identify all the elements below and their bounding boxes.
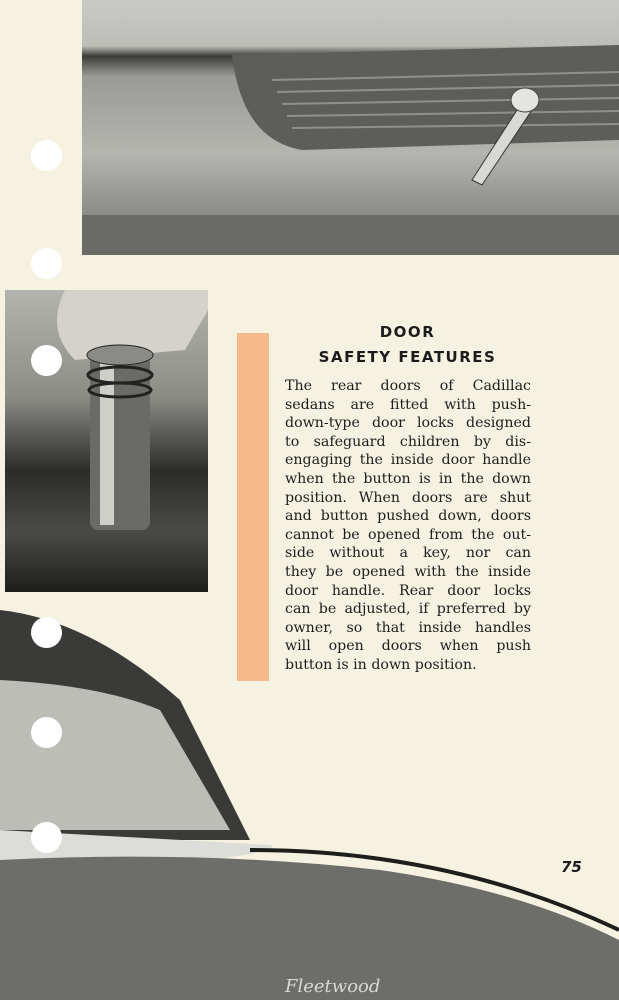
binder-hole — [31, 717, 62, 748]
door-lock-button-photo — [5, 290, 208, 592]
body-line: engaging the inside door handle — [285, 452, 531, 469]
binder-hole — [31, 140, 62, 171]
section-heading-line1: DOOR — [379, 323, 436, 341]
fleetwood-emblem: Fleetwood — [285, 976, 381, 997]
body-line: to safeguard children by dis- — [285, 433, 531, 450]
body-line: down-type door locks designed — [285, 415, 531, 432]
body-line: owner, so that inside handles — [285, 619, 531, 636]
section-heading-line2: SAFETY FEATURES — [318, 348, 497, 366]
binder-hole — [31, 248, 62, 279]
door-handle-illustration — [82, 0, 619, 255]
binder-hole — [31, 822, 62, 853]
body-line: and button pushed down, doors — [285, 508, 531, 525]
lock-button-illustration — [5, 290, 208, 592]
body-text — [285, 377, 531, 675]
body-line: The rear doors of Cadillac — [285, 378, 531, 394]
body-line: can be adjusted, if preferred by — [285, 601, 531, 618]
body-line: when the button is in the down — [285, 470, 531, 487]
body-line: side without a key, nor can — [285, 545, 531, 562]
body-line: will open doors when push — [285, 638, 531, 655]
page-number: 75 — [561, 858, 582, 876]
body-line: cannot be opened from the out- — [285, 526, 531, 543]
accent-bar — [237, 333, 269, 681]
body-line: position. When doors are shut — [285, 489, 531, 506]
body-line: button is in down position. — [285, 656, 477, 673]
body-line: they be opened with the inside — [285, 563, 531, 580]
door-panel-photo — [82, 0, 619, 255]
body-line: sedans are fitted with push- — [285, 396, 531, 413]
binder-hole — [31, 345, 62, 376]
binder-hole — [31, 617, 62, 648]
body-line: door handle. Rear door locks — [285, 582, 531, 599]
